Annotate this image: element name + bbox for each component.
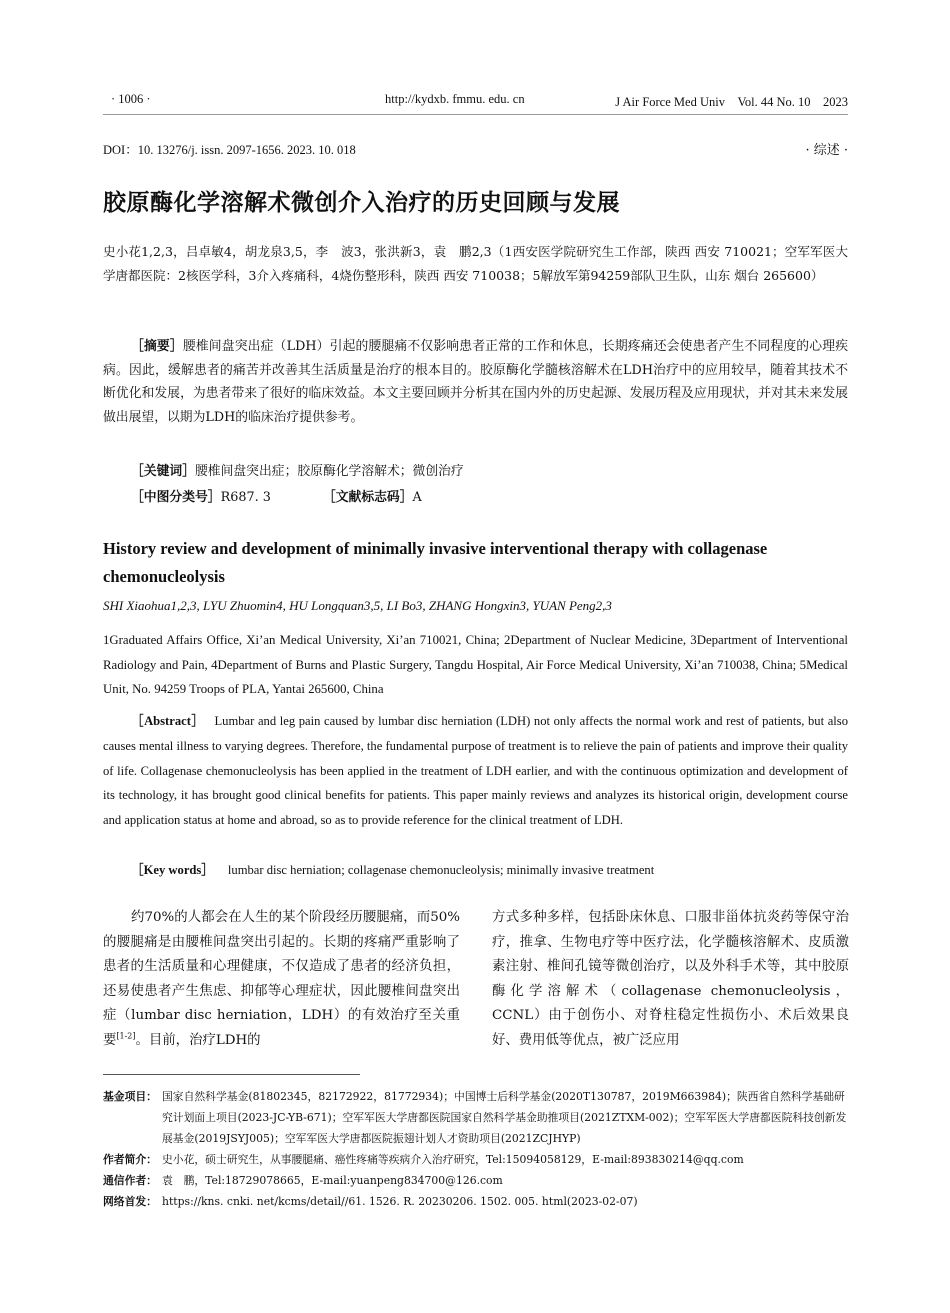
journal-url[interactable]: http://kydxb. fmmu. edu. cn xyxy=(385,92,525,106)
footnote-corresponding xyxy=(103,1170,848,1191)
clc-value: R687. 3 xyxy=(220,490,271,505)
online-first-label: 网络首发： xyxy=(103,1195,157,1208)
body-left-text: 约70%的人都会在人生的某个阶段经历腰腿痛，而50%的腰腿痛是由腰椎间盘突出引起的。长期的疼痛严重影响了患者的生活质量和心理健康，不仅造成了患者的经济负担，还易使患者产生焦虑、抑郁等心理症状，因此腰椎间盘突出症（lumbar disc herniation，LDH）的有效治疗至关重要 xyxy=(103,910,460,1048)
title-cn: 胶原酶化学溶解术微创介入治疗的历史回顾与发展 xyxy=(103,190,620,216)
keywords-en xyxy=(131,859,654,878)
body-left-tail: 。目前，治疗LDH的 xyxy=(135,1032,261,1048)
doc-code-label: ［文献标志码］ xyxy=(322,490,413,505)
affiliations-en: 1Graduated Affairs Office, Xi’an Medical University, Xi’an 710021, China; 2Department of Nuclear Medicine, 3Department of Interventional Radiology and Pain, 4Department of Burns and Plastic Surgery, Tangdu Hospital, Air Force Medical University, Xi’an 710038, China; 5Medical Unit, No. 94259 Troops of PLA, Yantai 265600, China xyxy=(103,633,848,696)
author-info-text: 史小花，硕士研究生，从事腰腿痛、癌性疼痛等疾病介入治疗研究，Tel:15094058129，E-mail:893830214@qq.com xyxy=(162,1153,744,1166)
body-column-left xyxy=(103,906,460,1053)
body-column-right: 方式多种多样，包括卧床休息、口服非甾体抗炎药等保守治疗，推拿、生物电疗等中医疗法，化学髓核溶解术、皮质激素注射、椎间孔镜等微创治疗，以及外科手术等，其中胶原酶化学溶解术（collagenase chemonucleolysis，CCNL）由于创伤小、对脊柱稳定性损伤小、术后效果良好、费用低等优点，被广泛应用 xyxy=(492,910,849,1048)
funding-text: 国家自然科学基金(81802345，82172922，81772934)；中国博士后科学基金(2020T130787，2019M663984)；陕西省自然科学基础研究计划面上项目(2023-JC-YB-671)；空军军医大学唐都医院国家自然科学基金助推项目(2021ZTXM-002)；空军军医大学唐都医院科技创新发展基金(2019JSYJ005)；空军军医大学唐都医院振翅计划人才资助项目(2021ZCJHYP) xyxy=(162,1090,847,1145)
authors-en: SHI Xiaohua1,2,3, LYU Zhuomin4, HU Longquan3,5, LI Bo3, ZHANG Hongxin3, YUAN Peng2,3 xyxy=(103,598,612,613)
authors-cn: 史小花1,2,3，吕卓敏4，胡龙泉3,5，李 波3，张洪新3，袁 鹏2,3（1西安医学院研究生工作部，陕西 西安 710021；空军军医大学唐都医院：2核医学科，3介入疼痛科，4烧伤整形科，陕西 西安 710038；5解放军第94259部队卫生队，山东 烟台 265600） xyxy=(103,244,848,283)
abstract-cn-text: 腰椎间盘突出症（LDH）引起的腰腿痛不仅影响患者正常的工作和休息，长期疼痛还会使患者产生不同程度的心理疾病。因此，缓解患者的痛苦并改善其生活质量是治疗的根本目的。胶原酶化学髓核溶解术在LDH治疗中的应用较早，随着其技术不断优化和发展，为患者带来了很好的临床效益。本文主要回顾并分析其在国内外的历史起源、发展历程及应用现状，并对其未来发展做出展望，以期为LDH的临床治疗提供参考。 xyxy=(103,339,849,425)
corresponding-label: 通信作者： xyxy=(103,1174,157,1187)
classification-cn xyxy=(131,486,422,505)
header-divider xyxy=(103,114,848,115)
doc-code-value: A xyxy=(412,490,422,505)
title-en: History review and development of minimally invasive interventional therapy with collagenase chemonucleolysis xyxy=(103,539,768,586)
author-info-label: 作者简介： xyxy=(103,1153,157,1166)
abstract-en xyxy=(103,709,848,833)
clc-label: ［中图分类号］ xyxy=(131,490,221,505)
abstract-cn xyxy=(103,335,848,429)
section-tag: · 综述 · xyxy=(805,143,848,158)
keywords-cn-text: 腰椎间盘突出症；胶原酶化学溶解术；微创治疗 xyxy=(194,464,464,479)
journal-citation: J Air Force Med Univ Vol. 44 No. 10 2023 xyxy=(615,95,848,109)
abstract-en-label: ［Abstract］ xyxy=(131,714,205,728)
abstract-en-text: Lumbar and leg pain caused by lumbar disc herniation (LDH) not only affects the normal work and rest of patients, but also causes mental illness to varying degrees. Therefore, the fundamental purpose of treatment is to relieve the pain of patients and improve their quality of life. Collagenase chemonucleolysis has been applied in the treatment of LDH earlier, and with the continuous optimization and development of its technology, it has brought good clinical benefits for patients. This paper mainly reviews and analyzes its historical origin, development course and application status at home and abroad, so as to provide reference for the clinical treatment of LDH. xyxy=(103,714,848,828)
keywords-en-label: ［Key words］ xyxy=(131,863,214,877)
keywords-en-text: lumbar disc herniation; collagenase chemonucleolysis; minimally invasive treatment xyxy=(227,863,655,877)
funding-label: 基金项目： xyxy=(103,1090,157,1103)
keywords-cn xyxy=(131,460,464,479)
footnotes xyxy=(103,1086,848,1212)
footnote-funding xyxy=(103,1086,848,1149)
abstract-cn-label: ［摘要］ xyxy=(131,339,183,354)
footnote-online xyxy=(103,1191,848,1212)
page-number: · 1006 · xyxy=(111,92,151,106)
doi: DOI：10. 13276/j. issn. 2097-1656. 2023. 10. 018 xyxy=(103,143,356,157)
footnote-divider xyxy=(103,1074,360,1075)
running-header xyxy=(103,92,848,110)
corresponding-text: 袁 鹏，Tel:18729078665，E-mail:yuanpeng834700@126.com xyxy=(162,1174,503,1187)
citation-ref[interactable]: [1-2] xyxy=(116,1031,136,1041)
keywords-cn-label: ［关键词］ xyxy=(131,464,195,479)
online-first-url[interactable]: https://kns. cnki. net/kcms/detail//61. 1526. R. 20230206. 1502. 005. html(2023-02-07) xyxy=(162,1195,638,1208)
footnote-author xyxy=(103,1149,848,1170)
